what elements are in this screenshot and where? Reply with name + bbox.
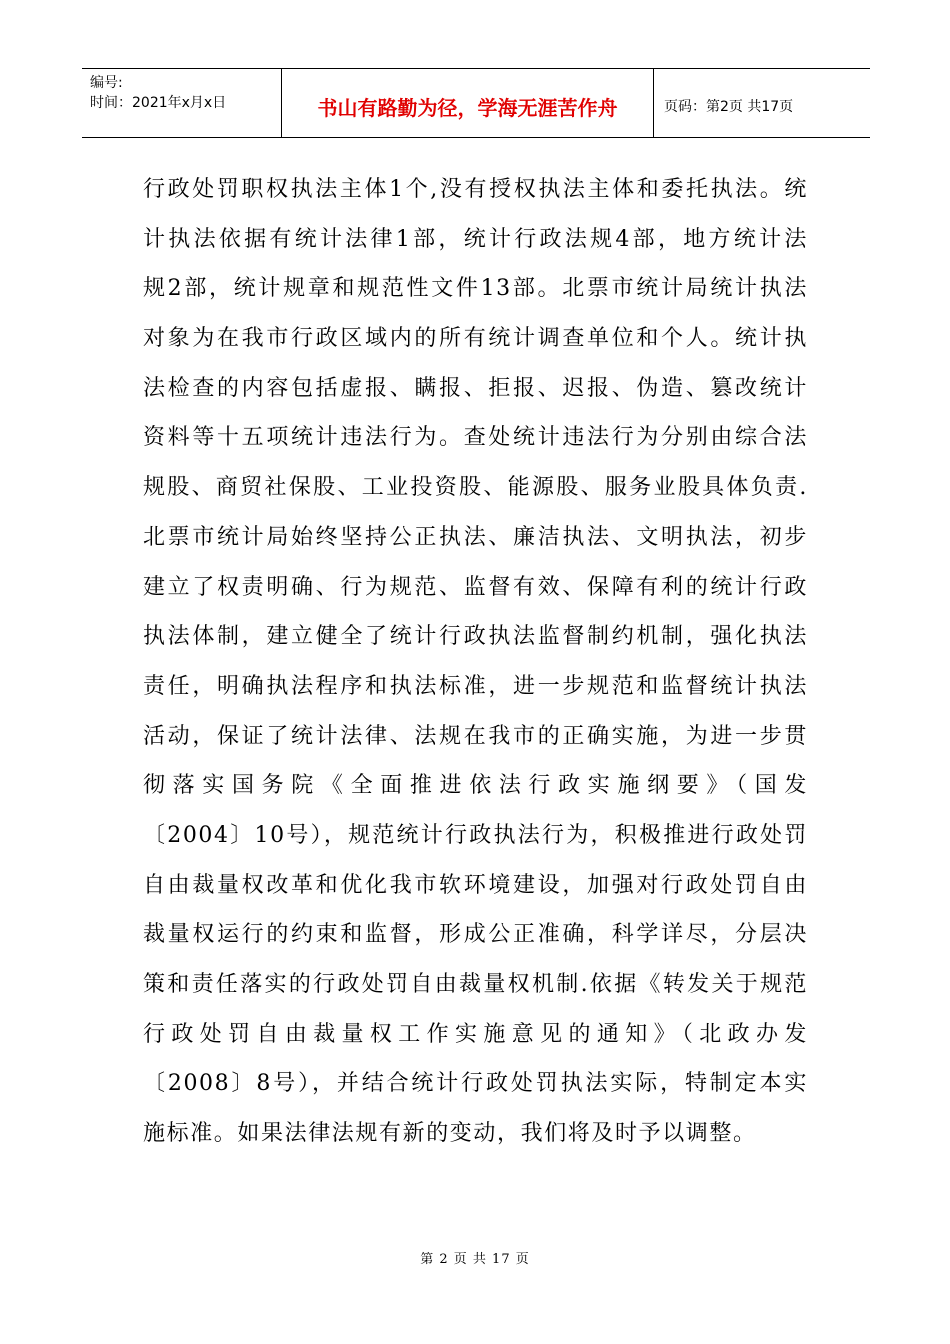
- body-line: 策和责任落实的行政处罚自由裁量权机制.依据《转发关于规范: [143, 972, 808, 997]
- body-line: 法检查的内容包括虚报、瞒报、拒报、迟报、伪造、篡改统计: [143, 375, 808, 401]
- page-footer: 第 2 页 共 17 页: [420, 1252, 530, 1267]
- body-line: 行政处罚职权执法主体1个,没有授权执法主体和委托执法。统: [143, 177, 808, 202]
- body-line: 资料等十五项统计违法行为。查处统计违法行为分别由综合法: [143, 425, 808, 451]
- body-line: 施标准。如果法律法规有新的变动，我们将及时予以调整。: [143, 1121, 757, 1147]
- document-time: 时间：2021年x月x日: [90, 95, 227, 111]
- document-body: [143, 165, 808, 1159]
- body-line: 建立了权责明确、行为规范、监督有效、保障有利的统计行政: [143, 574, 808, 600]
- document-number-label: 编号:: [90, 75, 123, 91]
- body-line: 执法体制，建立健全了统计行政执法监督制约机制，强化执法: [143, 624, 808, 650]
- header-page-info: 页码：第2页 共17页: [664, 99, 794, 115]
- body-line: 北票市统计局始终坚持公正执法、廉洁执法、文明执法，初步: [143, 524, 808, 550]
- body-line: 〔2008〕8号），并结合统计行政处罚执法实际，特制定本实: [143, 1071, 808, 1097]
- body-line: 计执法依据有统计法律1部，统计行政法规4部，地方统计法: [143, 226, 808, 252]
- header-meta: [82, 69, 282, 137]
- body-line: 规2部，统计规章和规范性文件13部。北票市统计局统计执法: [143, 276, 808, 302]
- body-line: 对象为在我市行政区域内的所有统计调查单位和个人。统计执: [143, 326, 808, 352]
- body-line: 活动，保证了统计法律、法规在我市的正确实施，为进一步贯: [143, 723, 808, 749]
- body-line: 行政处罚自由裁量权工作实施意见的通知》（北政办发: [143, 1021, 808, 1047]
- body-line: 责任，明确执法程序和执法标准，进一步规范和监督统计执法: [143, 673, 808, 699]
- body-line: 裁量权运行的约束和监督，形成公正准确，科学详尽，分层决: [143, 922, 808, 948]
- header-motto: 书山有路勤为径，学海无涯苦作舟: [282, 69, 654, 137]
- body-line: 〔2004〕10号），规范统计行政执法行为，积极推进行政处罚: [143, 822, 808, 848]
- body-line: 彻落实国务院《全面推进依法行政实施纲要》（国发: [143, 773, 808, 799]
- body-line: 自由裁量权改革和优化我市软环境建设，加强对行政处罚自由: [143, 872, 808, 898]
- page-header: [82, 68, 870, 138]
- body-line: 规股、商贸社保股、工业投资股、能源股、服务业股具体负责.: [143, 475, 808, 501]
